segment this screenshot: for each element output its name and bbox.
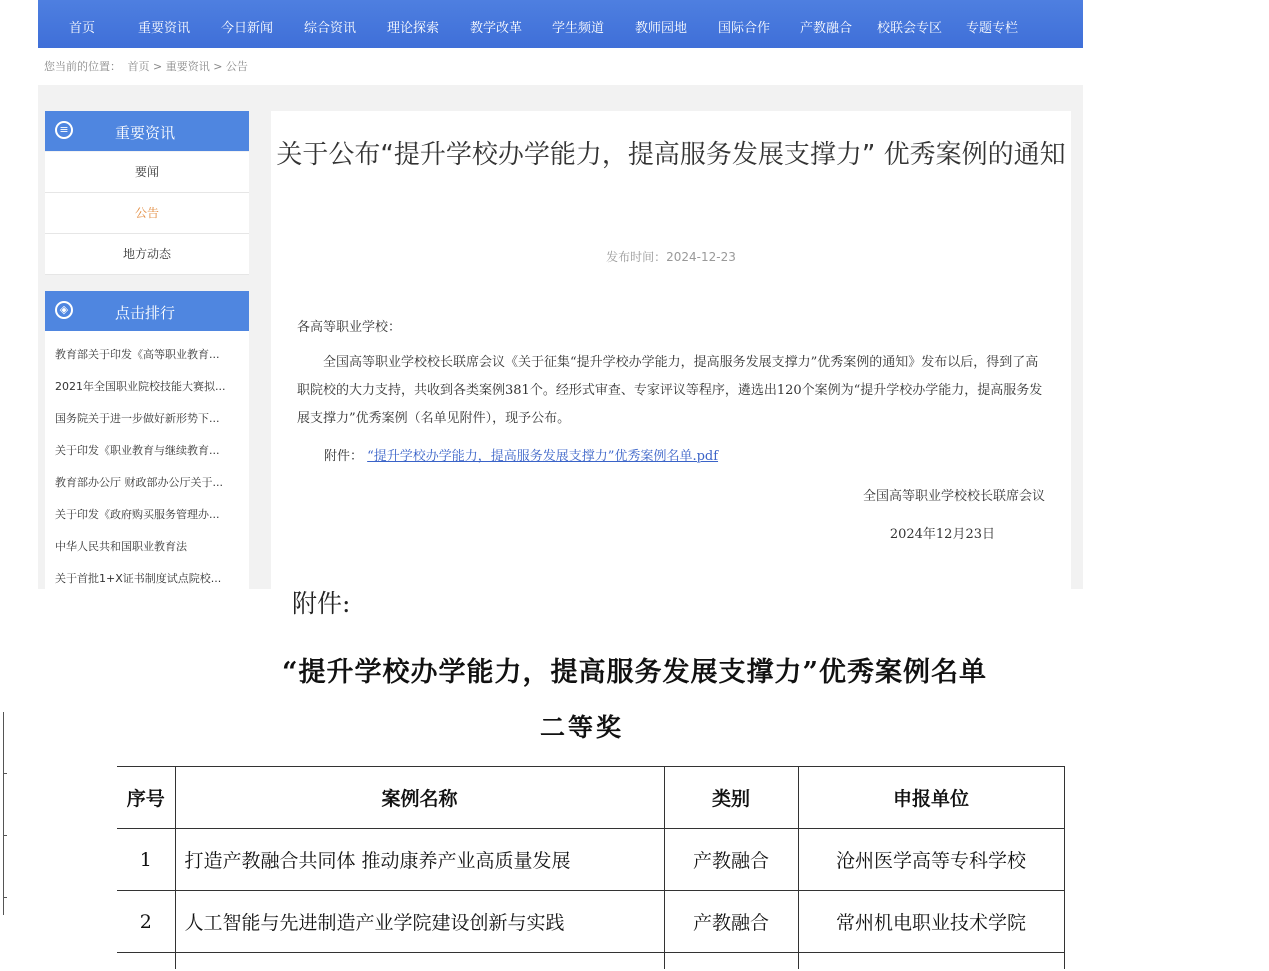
article-body: 全国高等职业学校校长联席会议《关于征集“提升学校办学能力，提高服务发展支撑力”优秀案例的通知》发布以后，得到了高职院校的大力支持，共收到各类案例381个。经形式审查、专家评议等程序，遴选出120个案例为“提升学校办学能力，提高服务发展支撑力”优秀案例（名单见附件），现予公布。 (297, 355, 1043, 426)
document-subtitle: 二等奖 (540, 713, 625, 742)
sidebar-item-announcements[interactable]: 公告 (45, 193, 249, 234)
article-panel (271, 111, 1071, 589)
attachment-label: 附件： (324, 449, 364, 464)
table-row (117, 891, 1064, 953)
header-cell-category: 类别 (664, 767, 798, 829)
edge-tick (3, 897, 7, 898)
sidebar-section-header (45, 111, 249, 151)
nav-item-home[interactable]: 首页 (69, 21, 96, 36)
ranking-title: 点击排行 (115, 304, 176, 322)
ranking-item[interactable]: 关于印发《职业教育与继续教育... (55, 444, 220, 457)
article-title: 关于公布“提升学校办学能力，提高服务发展支撑力” 优秀案例的通知 (276, 140, 1066, 170)
nav-item-general-news[interactable]: 综合资讯 (304, 21, 357, 36)
nav-item-special-topics[interactable]: 专题专栏 (966, 21, 1019, 36)
cell-case-name: 打造产教融合共同体 推动康养产业高质量发展 (175, 829, 664, 891)
top-navigation (38, 0, 1083, 48)
nav-item-students[interactable]: 学生频道 (552, 21, 605, 36)
nav-item-teachers[interactable]: 教师园地 (635, 21, 688, 36)
article-attachment (324, 445, 718, 464)
sidebar-section-title: 重要资讯 (115, 124, 176, 142)
ranking-list (45, 331, 249, 589)
nav-item-today-news[interactable]: 今日新闻 (221, 21, 274, 36)
sidebar-item-local[interactable]: 地方动态 (45, 234, 249, 275)
article-date: 发布时间：2024-12-23 (606, 250, 736, 264)
edge-tick (3, 835, 7, 836)
breadcrumb-prefix: 您当前的位置： (44, 60, 121, 73)
cell-unit: 沧州医学高等专科学校 (798, 829, 1064, 891)
ranking-item[interactable]: 关于首批1+X证书制度试点院校... (55, 572, 222, 585)
attachment-link[interactable]: “提升学校办学能力，提高服务发展支撑力”优秀案例名单.pdf (367, 449, 719, 464)
document-title: “提升学校办学能力，提高服务发展支撑力”优秀案例名单 (281, 657, 988, 688)
table-row-partial (117, 953, 1064, 970)
header-cell-case-name: 案例名称 (175, 767, 664, 829)
left-edge-line (3, 712, 4, 915)
edge-tick (3, 773, 7, 774)
ranking-item[interactable]: 国务院关于进一步做好新形势下... (55, 412, 220, 425)
cell-category: 产教融合 (664, 891, 798, 953)
signature-date: 2024年12月23日 (889, 527, 995, 542)
ranking-item[interactable]: 教育部办公厅 财政部办公厅关于... (55, 476, 223, 489)
header-cell-index: 序号 (117, 767, 175, 829)
ranking-item[interactable]: 教育部关于印发《高等职业教育... (55, 348, 220, 361)
nav-item-theory[interactable]: 理论探索 (387, 21, 440, 36)
ranking-item[interactable]: 2021年全国职业院校技能大赛拟... (55, 380, 226, 393)
breadcrumb (44, 58, 251, 74)
nav-item-important-news[interactable]: 重要资讯 (138, 21, 191, 36)
ranking-icon: ◈ (55, 301, 73, 319)
cell-empty (175, 953, 664, 970)
cell-case-name: 人工智能与先进制造产业学院建设创新与实践 (175, 891, 664, 953)
cases-table (117, 766, 1065, 969)
list-icon: ≡ (55, 121, 73, 139)
sidebar-menu (45, 152, 249, 275)
cell-index: 2 (117, 891, 175, 953)
cell-empty (664, 953, 798, 970)
sidebar-item-news[interactable]: 要闻 (45, 152, 249, 193)
cell-category: 产教融合 (664, 829, 798, 891)
cell-empty (798, 953, 1064, 970)
signature-org: 全国高等职业学校校长联席会议 (862, 489, 1045, 504)
nav-item-alliance[interactable]: 校联会专区 (877, 21, 943, 36)
table-row (117, 829, 1064, 891)
cell-unit: 常州机电职业技术学院 (798, 891, 1064, 953)
ranking-item[interactable]: 关于印发《政府购买服务管理办... (55, 508, 220, 521)
cell-index: 1 (117, 829, 175, 891)
cell-empty (117, 953, 175, 970)
breadcrumb-path[interactable]: 首页 > 重要资讯 > 公告 (127, 60, 248, 73)
nav-item-industry-education[interactable]: 产教融合 (800, 21, 853, 36)
document-label: 附件: (292, 589, 351, 618)
ranking-item[interactable]: 中华人民共和国职业教育法 (55, 540, 187, 553)
nav-item-international[interactable]: 国际合作 (718, 21, 771, 36)
table-header-row (117, 767, 1064, 829)
ranking-header (45, 291, 249, 331)
header-cell-unit: 申报单位 (798, 767, 1064, 829)
article-greeting: 各高等职业学校： (297, 320, 402, 335)
nav-item-teaching-reform[interactable]: 教学改革 (470, 21, 523, 36)
